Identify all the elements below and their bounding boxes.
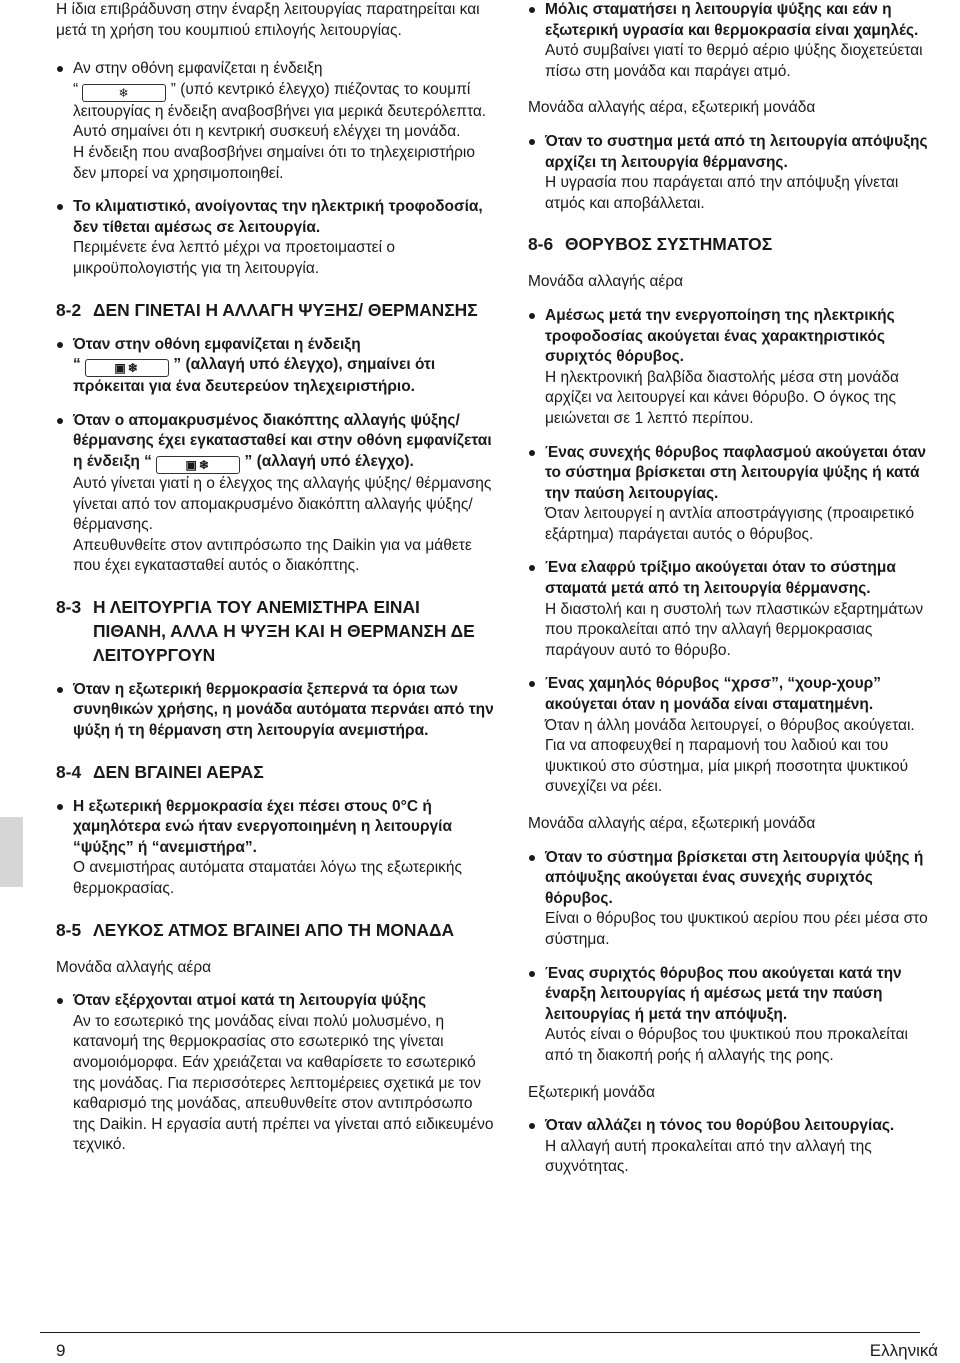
bullet-title: Αμέσως μετά την ενεργοποίηση της ηλεκτρικής τροφοδοσίας ακούγεται ένας χαρακτηριστικός συριχτός θόρυβος. [545, 306, 895, 366]
bullet-title: Η εξωτερική θερμοκρασία έχει πέσει στους 0°C ή χαμηλότερα ενώ ήταν ενεργοποιημένη η λειτουργία “ψύξης” ή “ανεμιστήρα”. [73, 797, 453, 856]
page-number: 9 [56, 1341, 66, 1360]
bullet-text: Περιμένετε ένα λεπτό μέχρι να προετοιμαστεί ο μικροϋπολογιστής για τη λειτουργία. [73, 239, 395, 277]
footer-divider [40, 1332, 920, 1333]
list-item [528, 1116, 938, 1178]
subsection-title: Μονάδα αλλαγής αέρα [56, 958, 212, 976]
subsection-title: Μονάδα αλλαγής αέρα, εξωτερική μονάδα [528, 815, 816, 832]
bullet-text: Απευθυνθείτε στον αντιπρόσωπο της Daikin για να μάθετε που έχει εγκατασταθεί αυτός ο διακόπτης. [73, 536, 472, 575]
bullet-text: Ο ανεμιστήρας αυτόματα σταματάει λόγω της εξωτερικής θερμοκρασίας. [73, 859, 462, 898]
subsection-title: Μονάδα αλλαγής αέρα, εξωτερική μονάδα [528, 99, 816, 117]
changeover-control-display-icon: ▣❄ [156, 456, 240, 474]
bullet-text: Είναι ο θόρυβος του ψυκτικού αερίου που ρέει μέσα στο σύστημα. [545, 910, 928, 948]
list-item [56, 680, 496, 742]
list-item [528, 132, 938, 214]
section-heading-8-2: 8-2 ΔΕΝ ΓΙΝΕΤΑΙ Η ΑΛΛΑΓΗ ΨΥΞΗΣ/ ΘΕΡΜΑΝΣΗΣ [56, 299, 478, 320]
bullet-title: Το κλιματιστικό, ανοίγοντας την ηλεκτρική τροφοδοσία, δεν τίθεται αμέσως σε λειτουργία. [73, 198, 483, 236]
list-item [528, 848, 938, 951]
section-heading-8-6: 8-6 ΘΟΡΥΒΟΣ ΣΥΣΤΗΜΑΤΟΣ [528, 234, 773, 255]
footer-language: Ελληνικά [869, 1341, 938, 1360]
bullet-title: Όταν η εξωτερική θερμοκρασία ξεπερνά τα όρια των συνηθικών χρήσης, η μονάδα αυτόματα περνάει από την ψύξη ή τη θέρμανση στη λειτουργία ανεμιστήρα. [73, 680, 494, 740]
bullet-text: Αυτό γίνεται γιατί η ο έλεγχος της αλλαγής ψύξης/ θέρμανσης γίνεται από τον απομακρυσμένο διακόπτη αλλαγής ψύξης/θέρμανσης. [73, 474, 492, 534]
bullet-title: Όταν αλλάζει η τόνος του θορύβου λειτουργίας. [545, 1117, 895, 1135]
list-item [56, 59, 496, 184]
bullet-text: Η διαστολή και η συστολή των πλαστικών εξαρτημάτων που προκαλείται από την αλλαγή θερμοκρασιας παράγουν αυτό το θόρυβο. [545, 600, 924, 659]
central-control-display-icon: ❄ [82, 84, 166, 102]
bullet-text: Αυτός είναι ο θόρυβος του ψυκτικού που προκαλείται από τη διακοπή ροής ή αλλαγής της ροης. [545, 1026, 908, 1064]
bullet-title: Ένα ελαφρύ τρίξιμο ακούγεται όταν το σύστημα σταματά μετά από τη λειτουργία θέρμανσης. [545, 559, 896, 598]
section-heading-8-4: 8-4 ΔΕΝ ΒΓΑΙΝΕΙ ΑΕΡΑΣ [56, 761, 264, 782]
section-tab-marker [0, 817, 23, 887]
changeover-control-display-icon: ▣❄ [85, 359, 169, 377]
bullet-title: Αν στην οθόνη εμφανίζεται η ένδειξη “ ❄ ” (υπό κεντρικό έλεγχο) πιέζοντας το κουμπί λειτουργίας η ένδειξη αναβοσβήνει για μερικά δευτερόλεπτα. [73, 60, 487, 120]
list-item [528, 674, 938, 798]
subsection-title: Εξωτερική μονάδα [528, 1083, 655, 1101]
bullet-title: Ένας συριχτός θόρυβος που ακούγεται κατά την έναρξη λειτουργίας ή αμέσως μετά την παύση λειτουργίας ή μετά την απόψυξη. [545, 964, 902, 1023]
bullet-title: Όταν το συστημα μετά από τη λειτουργία απόψυξης αρχίζει τη λειτουργία θέρμανσης. [545, 132, 928, 171]
bullet-text: Η ένδειξη που αναβοσβήνει σημαίνει ότι το τηλεχειριστήριο δεν μπορεί να χρησιμοποιηθεί. [73, 143, 475, 182]
bullet-text: Η αλλαγή αυτή προκαλείται από την αλλαγή της συχνότητας. [545, 1137, 872, 1176]
bullet-title: Μόλις σταματήσει η λειτουργία ψύξης και εάν η εξωτερική υγρασία και θερμοκρασία είναι χαμηλές. [545, 1, 919, 39]
list-item [528, 964, 938, 1067]
section-heading-8-3: 8-3 Η ΛΕΙΤΟΥΡΓΙΑ ΤΟΥ ΑΝΕΜΙΣΤΗΡΑ ΕΙΝΑΙ ΠΙΘΑΝΗ, ΑΛΛΑ Η ΨΥΞΗ ΚΑΙ Η ΘΕΡΜΑΝΣΗ ΔΕ ΛΕΙΤΟΥΡΓΟΥΝ [56, 596, 475, 665]
list-item [56, 797, 496, 900]
bullet-title: Όταν το σύστημα βρίσκεται στη λειτουργία ψύξης ή απόψυξης ακούγεται ένας συνεχής συριχτός θόρυβος. [545, 848, 924, 907]
list-item [56, 411, 496, 577]
bullet-text: Η υγρασία που παράγεται από την απόψυξη γίνεται ατμός και αποβάλλεται. [545, 174, 899, 212]
list-item [528, 443, 938, 546]
bullet-title: Ένας συνεχής θόρυβος παφλασμού ακούγεται όταν το σύστημα βρίσκεται στη λειτουργία ψύξης ή κατά την παύση λειτουργίας. [545, 443, 926, 502]
list-item [56, 991, 496, 1156]
bullet-title: Όταν ο απομακρυσμένος διακόπτης αλλαγής ψύξης/θέρμανσης έχει εγκατασταθεί και στην οθόνη εμφανίζεται η ένδειξη “ ▣❄ ” (αλλαγή υπό έλεγχο). [73, 411, 492, 472]
bullet-title: Όταν στην οθόνη εμφανίζεται η ένδειξη “ ▣❄ ” (αλλαγή υπό έλεγχο), σημαίνει ότι πρόκειται για ένα δευτερεύον τηλεχειριστήριο. [73, 335, 436, 396]
bullet-text: Η ηλεκτρονική βαλβίδα διαστολής μέσα στη μονάδα αρχίζει να λειτουργεί και κάνει θόρυβο. Ο όγκος της μειώνεται σε 1 λεπτό περίπου. [545, 368, 899, 427]
bullet-title: Όταν εξέρχονται ατμοί κατά τη λειτουργία ψύξης [73, 992, 427, 1010]
bullet-text: Αυτό συμβαίνει γιατί το θερμό αέριο ψύξης διοχετεύεται πίσω στη μονάδα και παράγει ατμό. [545, 42, 923, 80]
bullet-text: Αν το εσωτερικό της μονάδας είναι πολύ μολυσμένο, η κατανομή της θερμοκρασίας στο εσωτερικό της γίνεται ανομοιόμορφα. Εάν χρειάζεται να καθαρίσετε το εσωτερικό της μονάδας. Για περισσότερες λεπτομέρειες σχετικά με τον καθαρισμό της μονάδας, απευθυνθείτε στον αντιπρόσωπο της Daikin. Η εργασία αυτή πρέπει να γίνεται από ειδικευμένο τεχνικό. [73, 1012, 494, 1154]
bullet-text: Αυτό σημαίνει ότι η κεντρική συσκευή ελέγχει τη μονάδα. [73, 123, 461, 141]
list-item [528, 0, 938, 82]
bullet-text: Όταν η άλλη μονάδα λειτουργεί, ο θόρυβος ακούγεται. Για να αποφευχθεί η παραμονή του λαδιού και του ψυκτικού στο σύστημα, μία μικρή ποσοτητα ψυκτικού συνεχίζει να ρέει. [545, 716, 915, 796]
bullet-title: Ένας χαμηλός θόρυβος “χρσσ”, “χουρ-χουρ” ακούγεται όταν η μονάδα είναι σταματημένη. [545, 675, 881, 714]
right-column [528, 0, 938, 1178]
list-item [56, 335, 496, 398]
left-column [56, 0, 496, 1156]
section-heading-8-5: 8-5 ΛΕΥΚΟΣ ΑΤΜΟΣ ΒΓΑΙΝΕΙ ΑΠΟ ΤΗ ΜΟΝΑΔΑ [56, 919, 455, 940]
list-item [528, 306, 938, 430]
list-item [528, 558, 938, 661]
list-item [56, 197, 496, 279]
subsection-title: Μονάδα αλλαγής αέρα [528, 273, 684, 291]
intro-text: Η ίδια επιβράδυνση στην έναρξη λειτουργίας παρατηρείται και μετά τη χρήση του κουμπιού επιλογής λειτουργίας. [56, 1, 480, 39]
bullet-text: Όταν λειτουργεί η αντλία αποστράγγισης (προαιρετικό εξάρτημα) παράγεται αυτός ο θόρυβος. [545, 505, 915, 543]
